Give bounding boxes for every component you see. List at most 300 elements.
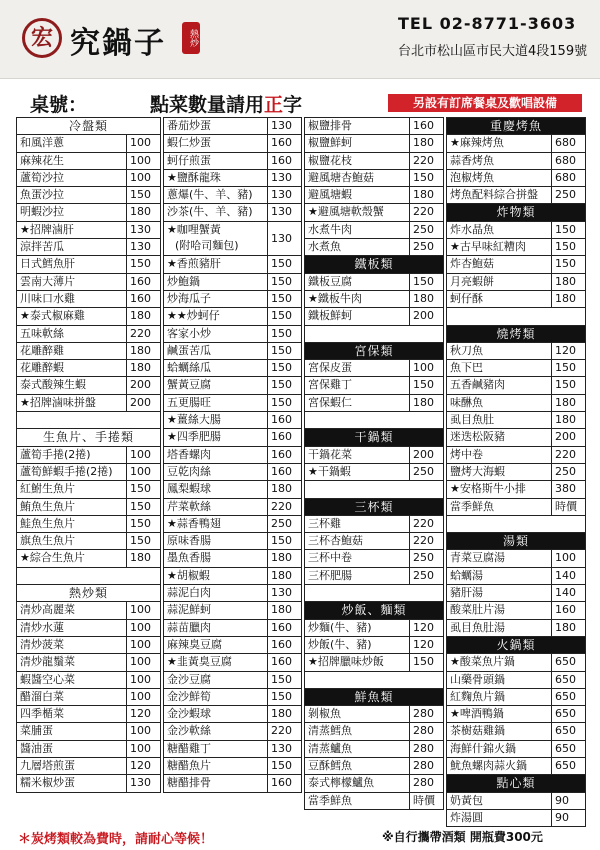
item-name: 迷迭松阪豬 bbox=[450, 430, 505, 444]
item-name: 豆酥鱈魚 bbox=[308, 758, 352, 772]
item-price: 680 bbox=[551, 170, 585, 186]
item-price: 150 bbox=[551, 377, 585, 393]
blank-row bbox=[17, 568, 160, 585]
menu-item bbox=[447, 135, 585, 152]
menu-item bbox=[447, 395, 585, 412]
item-price: 180 bbox=[409, 187, 443, 203]
item-price: 650 bbox=[551, 689, 585, 705]
menu-item bbox=[164, 689, 301, 706]
menu-item bbox=[17, 533, 160, 550]
menu-item bbox=[164, 741, 301, 758]
menu-item bbox=[305, 135, 443, 152]
item-price: 180 bbox=[126, 204, 160, 220]
item-price: 130 bbox=[126, 775, 160, 791]
item-price: 250 bbox=[409, 222, 443, 238]
menu-item bbox=[17, 135, 160, 152]
item-name bbox=[164, 222, 267, 256]
menu-item bbox=[447, 741, 585, 758]
menu-item bbox=[305, 620, 443, 637]
item-name: 雲南大薄片 bbox=[20, 274, 75, 288]
item-name: 虱目魚肚湯 bbox=[450, 620, 505, 634]
item-name: 蚵仔煎蛋 bbox=[167, 153, 211, 167]
menu-item bbox=[305, 550, 443, 567]
item-name: 鮭魚生魚片 bbox=[20, 516, 75, 530]
menu-item bbox=[164, 706, 301, 723]
menu-item bbox=[164, 308, 301, 325]
item-price: 150 bbox=[126, 256, 160, 272]
menu-item bbox=[164, 256, 301, 273]
menu-item bbox=[447, 377, 585, 394]
item-price: 120 bbox=[551, 343, 585, 359]
item-name: 日式鱈魚肝 bbox=[20, 257, 75, 271]
blank-row bbox=[17, 412, 160, 429]
menu-item bbox=[17, 360, 160, 377]
menu-item bbox=[305, 533, 443, 550]
item-price: 160 bbox=[267, 637, 301, 653]
item-name: ★蒜香鴨翅 bbox=[167, 516, 221, 530]
logo-mark: 宏 bbox=[22, 18, 62, 58]
item-name: 三杯雞 bbox=[308, 516, 341, 530]
item-price: 150 bbox=[126, 516, 160, 532]
item-name: 蘆筍沙拉 bbox=[20, 170, 64, 184]
item-price: 140 bbox=[551, 585, 585, 601]
item-price: 100 bbox=[409, 360, 443, 376]
item-name: ★香煎豬肝 bbox=[167, 257, 221, 271]
item-name: 蒜香烤魚 bbox=[450, 153, 494, 167]
menu-item bbox=[305, 447, 443, 464]
item-name: 蒜苗臘肉 bbox=[167, 620, 211, 634]
menu-item bbox=[164, 187, 301, 204]
item-name: 魷魚螺肉蒜火鍋 bbox=[450, 758, 527, 772]
menu-item bbox=[17, 516, 160, 533]
item-price: 250 bbox=[551, 464, 585, 480]
item-price: 280 bbox=[409, 741, 443, 757]
item-name: ★招牌滷肝 bbox=[20, 222, 74, 236]
item-price: 180 bbox=[267, 706, 301, 722]
item-price: 160 bbox=[267, 135, 301, 151]
item-price: 220 bbox=[267, 499, 301, 515]
item-price: 200 bbox=[551, 429, 585, 445]
item-price: 130 bbox=[126, 239, 160, 255]
section-header: 重慶烤魚 bbox=[447, 118, 585, 135]
item-name: 蝦醬空心菜 bbox=[20, 672, 75, 686]
section-header: 三杯類 bbox=[305, 499, 443, 516]
menu-item bbox=[17, 222, 160, 239]
item-price: 200 bbox=[409, 447, 443, 463]
item-price: 130 bbox=[267, 585, 301, 601]
item-price: 150 bbox=[267, 274, 301, 290]
menu-item bbox=[17, 775, 160, 792]
item-price: 100 bbox=[126, 654, 160, 670]
menu-item bbox=[305, 741, 443, 758]
item-price: 650 bbox=[551, 654, 585, 670]
item-name: 五香鹹豬肉 bbox=[450, 378, 505, 392]
item-price: 130 bbox=[267, 204, 301, 220]
item-name: 炒鮑鍋 bbox=[167, 274, 200, 288]
item-price: 250 bbox=[409, 550, 443, 566]
item-price: 100 bbox=[126, 689, 160, 705]
item-name: 蟹黃豆腐 bbox=[167, 378, 211, 392]
item-name: 紅麴魚片鍋 bbox=[450, 689, 505, 703]
item-name: 蘆筍鮮蝦手捲(2捲) bbox=[20, 464, 113, 478]
item-name: 鐵板鮮蚵 bbox=[308, 309, 352, 323]
item-price: 150 bbox=[551, 360, 585, 376]
menu-column-1 bbox=[16, 117, 161, 793]
menu-item bbox=[305, 758, 443, 775]
item-price: 160 bbox=[267, 775, 301, 791]
quantity-note-post: 字 bbox=[283, 94, 303, 116]
menu-item bbox=[305, 274, 443, 291]
item-price: 100 bbox=[126, 135, 160, 151]
menu-item bbox=[164, 447, 301, 464]
item-name: 蚵仔酥 bbox=[450, 291, 483, 305]
item-price: 220 bbox=[267, 723, 301, 739]
menu-item bbox=[447, 464, 585, 481]
item-name: 清炒高麗菜 bbox=[20, 603, 75, 617]
menu-item bbox=[164, 135, 301, 152]
item-price: 時價 bbox=[409, 793, 443, 809]
item-name: 糖醋雞丁 bbox=[167, 741, 211, 755]
item-price: 180 bbox=[551, 412, 585, 428]
item-price: 650 bbox=[551, 672, 585, 688]
item-price: 時價 bbox=[551, 499, 585, 515]
item-price: 250 bbox=[267, 516, 301, 532]
item-price: 650 bbox=[551, 706, 585, 722]
item-price: 100 bbox=[126, 620, 160, 636]
item-price: 180 bbox=[267, 481, 301, 497]
blank-row bbox=[305, 481, 443, 498]
menu-item bbox=[17, 706, 160, 723]
section-header: 生魚片、手捲類 bbox=[17, 429, 160, 446]
item-name: ★四季肥腸 bbox=[167, 430, 221, 444]
item-price: 150 bbox=[409, 654, 443, 670]
item-name: 鮪魚生魚片 bbox=[20, 499, 75, 513]
menu-item bbox=[305, 170, 443, 187]
menu-item bbox=[164, 499, 301, 516]
menu-item bbox=[164, 222, 301, 257]
menu-item bbox=[447, 291, 585, 308]
item-name: 和風洋蔥 bbox=[20, 136, 64, 150]
item-name: 味醂魚 bbox=[450, 395, 483, 409]
item-price: 680 bbox=[551, 153, 585, 169]
item-name: ★招牌滷味拼盤 bbox=[20, 395, 96, 409]
item-name: 糯米椒炒蛋 bbox=[20, 776, 75, 790]
item-price: 180 bbox=[409, 395, 443, 411]
menu-item bbox=[447, 758, 585, 775]
menu-column-4 bbox=[446, 117, 586, 827]
item-price: 280 bbox=[409, 706, 443, 722]
item-name: 椒鹽花枝 bbox=[308, 153, 352, 167]
item-name: 炒麵(牛、豬) bbox=[308, 620, 372, 634]
item-name: ★綜合生魚片 bbox=[20, 551, 85, 565]
menu-item bbox=[305, 793, 443, 810]
menu-item bbox=[305, 464, 443, 481]
item-price: 150 bbox=[126, 481, 160, 497]
item-price: 280 bbox=[409, 723, 443, 739]
section-header: 點心類 bbox=[447, 775, 585, 792]
item-name: 五味軟絲 bbox=[20, 326, 64, 340]
menu-item bbox=[17, 723, 160, 740]
menu-item bbox=[17, 654, 160, 671]
item-name: 塔香螺肉 bbox=[167, 447, 211, 461]
menu-item bbox=[164, 533, 301, 550]
menu-item bbox=[17, 395, 160, 412]
item-price: 160 bbox=[267, 654, 301, 670]
menu-item bbox=[17, 187, 160, 204]
menu-item bbox=[305, 637, 443, 654]
item-price: 150 bbox=[267, 533, 301, 549]
item-name: 烤中卷 bbox=[450, 447, 483, 461]
item-name: 蔥爆(牛、羊、豬) bbox=[167, 188, 253, 202]
item-price: 150 bbox=[267, 395, 301, 411]
menu-item bbox=[17, 464, 160, 481]
item-name: 茶樹菇雞鍋 bbox=[450, 724, 505, 738]
menu-item bbox=[447, 654, 585, 671]
menu-item bbox=[164, 481, 301, 498]
item-name: 川味口水雞 bbox=[20, 291, 75, 305]
item-price: 90 bbox=[551, 793, 585, 809]
menu-item bbox=[164, 568, 301, 585]
item-price: 380 bbox=[551, 481, 585, 497]
item-price: 220 bbox=[409, 204, 443, 220]
item-price: 180 bbox=[267, 602, 301, 618]
menu-item bbox=[305, 204, 443, 221]
item-name: 清炒龍鬚菜 bbox=[20, 655, 75, 669]
menu-item bbox=[164, 464, 301, 481]
menu-item bbox=[447, 239, 585, 256]
item-name: 蒜泥鮮蚵 bbox=[167, 603, 211, 617]
menu-column-2 bbox=[163, 117, 302, 793]
item-name: 糖醋排骨 bbox=[167, 776, 211, 790]
item-name: ★避風塘軟殼蟹 bbox=[308, 205, 384, 219]
item-name: 菜脯蛋 bbox=[20, 724, 53, 738]
section-header: 宮保類 bbox=[305, 343, 443, 360]
item-price: 180 bbox=[551, 274, 585, 290]
menu-item bbox=[17, 620, 160, 637]
menu-item bbox=[447, 256, 585, 273]
menu-item bbox=[164, 326, 301, 343]
item-price: 120 bbox=[126, 758, 160, 774]
item-name: ★古早味紅糟肉 bbox=[450, 240, 526, 254]
item-price: 130 bbox=[267, 118, 301, 134]
item-price: 160 bbox=[551, 602, 585, 618]
menu-item bbox=[17, 343, 160, 360]
brand-name: 究鍋子 bbox=[70, 26, 166, 61]
item-name: ★★炒蚵仔 bbox=[167, 309, 220, 323]
menu-item bbox=[17, 741, 160, 758]
item-name: 豬肝湯 bbox=[450, 586, 483, 600]
item-name: 三杯肥腸 bbox=[308, 568, 352, 582]
item-price: 120 bbox=[409, 620, 443, 636]
item-price: 160 bbox=[267, 429, 301, 445]
item-price: 150 bbox=[551, 222, 585, 238]
item-name-line2: (附哈司麵包) bbox=[175, 238, 239, 252]
item-price: 180 bbox=[126, 360, 160, 376]
item-name: 九層塔煎蛋 bbox=[20, 758, 75, 772]
item-price: 130 bbox=[267, 222, 301, 256]
item-name: ★鐵板牛肉 bbox=[308, 291, 362, 305]
menu-item bbox=[17, 758, 160, 775]
item-price: 280 bbox=[409, 775, 443, 791]
item-name: 炸湯圓 bbox=[450, 810, 483, 824]
item-name: 青菜豆腐湯 bbox=[450, 551, 505, 565]
item-name: ★酸菜魚片鍋 bbox=[450, 655, 515, 669]
item-name: 明蝦沙拉 bbox=[20, 205, 64, 219]
item-price: 130 bbox=[267, 170, 301, 186]
item-price: 160 bbox=[126, 274, 160, 290]
address: 台北市松山區市民大道4段159號 bbox=[398, 44, 588, 59]
menu-item bbox=[447, 602, 585, 619]
item-price: 180 bbox=[126, 343, 160, 359]
item-price: 220 bbox=[551, 447, 585, 463]
item-name: 奶黃包 bbox=[450, 793, 483, 807]
item-name: 三杯杏鮑菇 bbox=[308, 534, 363, 548]
item-price: 220 bbox=[409, 516, 443, 532]
menu-item bbox=[447, 170, 585, 187]
item-price: 180 bbox=[126, 550, 160, 566]
item-price: 100 bbox=[126, 447, 160, 463]
menu-item bbox=[164, 274, 301, 291]
item-price: 160 bbox=[267, 620, 301, 636]
item-name: 涼拌苦瓜 bbox=[20, 240, 64, 254]
menu-item bbox=[447, 672, 585, 689]
item-price: 150 bbox=[409, 377, 443, 393]
item-name: 泡椒烤魚 bbox=[450, 170, 494, 184]
item-name-line1: ★咖哩蟹黃 bbox=[167, 222, 221, 236]
blank-row bbox=[305, 326, 443, 343]
menu-item bbox=[305, 118, 443, 135]
item-name: 清炒菠菜 bbox=[20, 637, 64, 651]
item-name: 山藥骨頭鍋 bbox=[450, 672, 505, 686]
item-price: 120 bbox=[126, 706, 160, 722]
item-price: 680 bbox=[551, 135, 585, 151]
menu-item bbox=[17, 602, 160, 619]
item-name: 酸菜肚片湯 bbox=[450, 603, 505, 617]
menu-item bbox=[447, 568, 585, 585]
item-price: 90 bbox=[551, 810, 585, 826]
item-name: 魚蛋沙拉 bbox=[20, 188, 64, 202]
item-price: 650 bbox=[551, 723, 585, 739]
menu-item bbox=[17, 326, 160, 343]
item-price: 650 bbox=[551, 758, 585, 774]
item-name: 醋溜白菜 bbox=[20, 689, 64, 703]
item-price: 160 bbox=[267, 153, 301, 169]
menu-item bbox=[17, 447, 160, 464]
item-price: 250 bbox=[551, 187, 585, 203]
menu-item bbox=[447, 810, 585, 827]
item-price: 130 bbox=[267, 741, 301, 757]
item-name: 麻辣臭豆腐 bbox=[167, 637, 222, 651]
section-header: 火鍋類 bbox=[447, 637, 585, 654]
item-price: 120 bbox=[409, 637, 443, 653]
menu-item bbox=[17, 308, 160, 325]
menu-column-3 bbox=[304, 117, 444, 810]
item-price: 250 bbox=[409, 464, 443, 480]
menu-item bbox=[164, 585, 301, 602]
menu-item bbox=[164, 395, 301, 412]
menu-item bbox=[164, 204, 301, 221]
menu-item bbox=[305, 516, 443, 533]
item-name: 避風塘蝦 bbox=[308, 188, 352, 202]
item-name: 旗魚生魚片 bbox=[20, 534, 75, 548]
blank-row bbox=[305, 672, 443, 689]
brand-tag: 熱炒 bbox=[182, 22, 200, 54]
menu-item bbox=[164, 672, 301, 689]
item-name: 金沙豆腐 bbox=[167, 672, 211, 686]
item-name: 月亮蝦餅 bbox=[450, 274, 494, 288]
item-price: 160 bbox=[267, 412, 301, 428]
item-name: 水煮魚 bbox=[308, 240, 341, 254]
item-price: 160 bbox=[409, 118, 443, 134]
menu-item bbox=[447, 153, 585, 170]
section-header: 熱炒類 bbox=[17, 585, 160, 602]
telephone: TEL 02-8771-3603 bbox=[398, 14, 577, 33]
section-header: 干鍋類 bbox=[305, 429, 443, 446]
item-price: 150 bbox=[409, 274, 443, 290]
menu-item bbox=[17, 274, 160, 291]
item-price: 220 bbox=[409, 153, 443, 169]
menu-item bbox=[17, 499, 160, 516]
section-header: 冷盤類 bbox=[17, 118, 160, 135]
item-name: ★泰式椒麻雞 bbox=[20, 309, 85, 323]
item-name: 麻辣花生 bbox=[20, 153, 64, 167]
menu-item bbox=[164, 620, 301, 637]
item-name: 蘆筍手捲(2捲) bbox=[20, 447, 91, 461]
item-name: 鹹蛋苦瓜 bbox=[167, 343, 211, 357]
item-name: 泰式檸檬鱸魚 bbox=[308, 776, 374, 790]
menu-item bbox=[447, 447, 585, 464]
menu-item bbox=[164, 429, 301, 446]
item-price: 150 bbox=[267, 308, 301, 324]
menu-item bbox=[447, 429, 585, 446]
menu-item bbox=[447, 412, 585, 429]
menu-item bbox=[164, 377, 301, 394]
item-price: 180 bbox=[267, 550, 301, 566]
item-price: 200 bbox=[409, 308, 443, 324]
menu-item bbox=[305, 706, 443, 723]
menu-item bbox=[17, 204, 160, 221]
menu-item bbox=[164, 550, 301, 567]
section-header: 炸物類 bbox=[447, 204, 585, 221]
menu-item bbox=[305, 395, 443, 412]
item-price: 150 bbox=[126, 499, 160, 515]
item-price: 150 bbox=[267, 360, 301, 376]
menu-item bbox=[164, 602, 301, 619]
item-name: 宮保蝦仁 bbox=[308, 395, 352, 409]
item-name: 椒鹽鮮蚵 bbox=[308, 136, 352, 150]
item-price: 180 bbox=[126, 308, 160, 324]
item-price: 100 bbox=[126, 637, 160, 653]
item-price: 160 bbox=[267, 464, 301, 480]
item-name: 金沙鮮筍 bbox=[167, 689, 211, 703]
menu-item bbox=[447, 793, 585, 810]
menu-item bbox=[17, 481, 160, 498]
item-price: 150 bbox=[267, 326, 301, 342]
menu-item bbox=[305, 239, 443, 256]
item-name: 炸水晶魚 bbox=[450, 222, 494, 236]
item-name: 蝦仁炒蛋 bbox=[167, 136, 211, 150]
item-price: 200 bbox=[126, 395, 160, 411]
item-name: 炒海瓜子 bbox=[167, 291, 211, 305]
item-price: 150 bbox=[267, 256, 301, 272]
item-price: 100 bbox=[126, 741, 160, 757]
menu-item bbox=[447, 499, 585, 516]
menu-item bbox=[164, 516, 301, 533]
header bbox=[0, 0, 600, 79]
item-name: 鳳梨蝦球 bbox=[167, 482, 211, 496]
item-name: 當季鮮魚 bbox=[308, 793, 352, 807]
item-price: 100 bbox=[126, 153, 160, 169]
